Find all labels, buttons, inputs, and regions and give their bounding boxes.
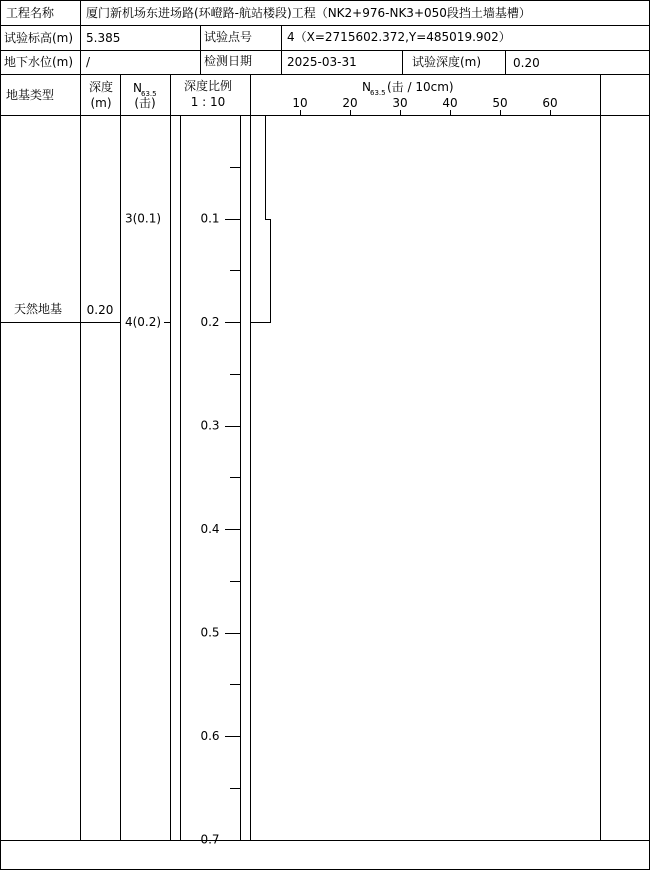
chart-header-unit: (击 / 10cm)	[387, 80, 454, 94]
test-point-label: 试验点号	[204, 30, 253, 44]
blows-column-subscript: 63.5	[141, 90, 157, 98]
blow-count-step-line	[251, 116, 271, 323]
blow-count-axis	[292, 96, 557, 115]
elevation-label: 试验标高(m)	[4, 31, 74, 45]
scale-column-header: 深度比例	[183, 79, 233, 93]
blow-axis-tick-label: 10	[292, 96, 308, 110]
depth-tick-label: 0.4	[200, 522, 220, 536]
chart-header-subscript: 63.5	[370, 89, 386, 97]
elevation-value: 5.385	[86, 31, 121, 45]
blows-column-unit: (击)	[134, 96, 156, 110]
blow-reading-label: 3(0.1)	[124, 211, 162, 226]
depth-tick-label: 0.6	[200, 729, 220, 743]
test-point-value: 4（X=2715602.372,Y=485019.902）	[287, 30, 511, 44]
depth-tick-label: 0.3	[200, 418, 220, 433]
blow-count-column	[125, 212, 170, 330]
depth-tick-label: 0.7	[200, 832, 220, 847]
blow-axis-tick-label: 60	[542, 96, 558, 110]
test-depth-value: 0.20	[513, 56, 540, 70]
depth-tick-label: 0.1	[200, 211, 220, 226]
groundwater-label: 地下水位(m)	[4, 55, 74, 69]
test-date-label: 检测日期	[204, 54, 253, 68]
test-date-value: 2025-03-31	[287, 55, 357, 69]
layer-bottom-depth: 0.20	[86, 303, 114, 317]
depth-tick-label: 0.2	[200, 315, 220, 329]
blows-column-symbol: N	[133, 81, 142, 95]
soil-type-column-header: 地基类型	[6, 88, 55, 102]
outer-border	[1, 1, 650, 870]
blow-count-plot	[251, 116, 271, 323]
blow-axis-tick-label: 50	[492, 96, 508, 110]
depth-column-header: 深度	[88, 80, 114, 94]
blow-axis-tick-label: 30	[392, 96, 408, 110]
groundwater-value: /	[86, 55, 91, 69]
soil-type-name: 天然地基	[13, 302, 63, 316]
blow-reading-label: 4(0.2)	[124, 315, 162, 329]
depth-tick-label: 0.5	[200, 625, 220, 640]
test-depth-label: 试验深度(m)	[412, 55, 482, 69]
chart-header-symbol: N	[362, 80, 371, 94]
blow-axis-tick-label: 20	[342, 96, 358, 110]
project-name-value: 厦门新机场东进场路(环嶝路-航站楼段)工程（NK2+976-NK3+050段挡土墙基槽）	[86, 6, 531, 20]
project-name-label: 工程名称	[6, 6, 55, 20]
depth-scale	[200, 168, 240, 847]
scale-column-value: 1 : 10	[190, 95, 226, 109]
blow-axis-tick-label: 40	[442, 96, 458, 110]
depth-column-unit: (m)	[90, 96, 112, 110]
